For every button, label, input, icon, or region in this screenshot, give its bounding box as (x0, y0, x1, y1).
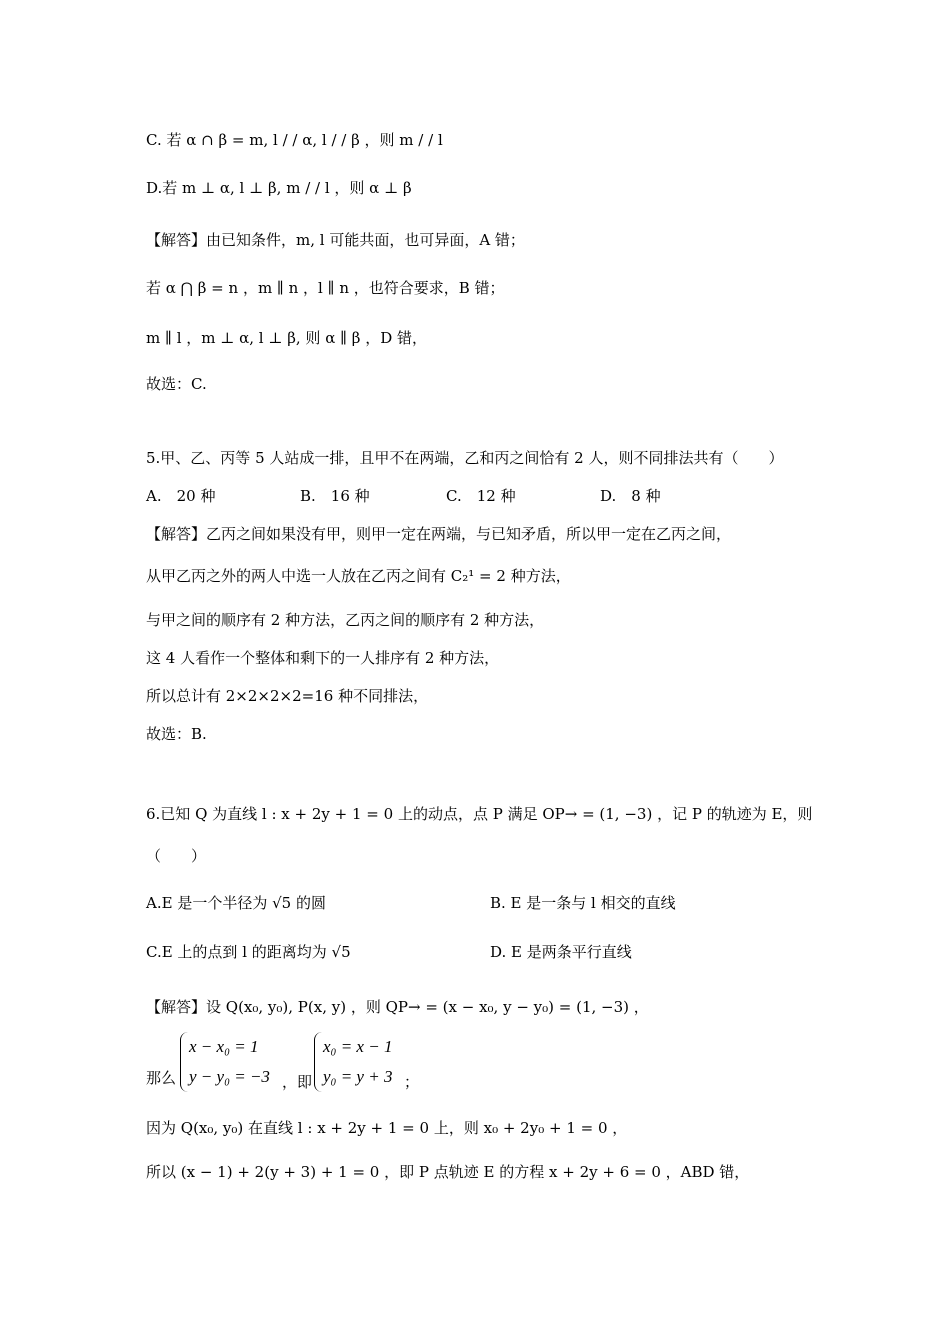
q6-option-c: C.E 上的点到 l 的距离均为 √5 (146, 943, 351, 961)
q4-option-d: D.若 m ⊥ α, l ⊥ β, m / / l ，则 α ⊥ β (146, 179, 412, 197)
q5-option-d: D. 8 种 (600, 487, 661, 505)
q6-option-b: B. E 是一条与 l 相交的直线 (490, 894, 676, 912)
q6-system-label-namo: 那么 (146, 1069, 177, 1087)
q6-solution-line-1: 【解答】设 Q(x₀, y₀), P(x, y) ，则 QP→ = (x − x₀, y − y₀) = (1, −3) ， (146, 998, 649, 1016)
q5-solution-line-4: 这 4 人看作一个整体和剩下的一人排序有 2 种方法， (146, 649, 500, 667)
q5-option-b: B. 16 种 (300, 487, 370, 505)
q5-option-a: A. 20 种 (146, 487, 216, 505)
q6-paren: （ ） (146, 847, 207, 865)
q4-solution-line-4: 故选：C. (146, 375, 207, 393)
q4-solution-line-3: m ∥ l ，m ⊥ α, l ⊥ β, 则 α ∥ β ，D 错， (146, 329, 428, 347)
q6-system-2 (314, 1032, 392, 1092)
q5-solution-line-3: 与甲之间的顺序有 2 种方法，乙丙之间的顺序有 2 种方法， (146, 611, 545, 629)
q6-system-1-eq-b: y − y₀ = −3 (189, 1067, 270, 1086)
q6-system-2-eq-a: x₀ = x − 1 (323, 1037, 393, 1056)
q6-system-2-eq-b: y₀ = y + 3 (323, 1067, 393, 1086)
q6-system-semicolon: ； (404, 1073, 420, 1091)
q6-stem: 6.已知 Q 为直线 l : x + 2y + 1 = 0 上的动点，点 P 满足 OP→ = (1, −3) ，记 P 的轨迹为 E，则 (146, 805, 813, 823)
q5-solution-line-6: 故选：B. (146, 725, 207, 743)
q6-system-1-eq-a: x − x₀ = 1 (189, 1037, 259, 1056)
q6-option-a: A.E 是一个半径为 √5 的圆 (146, 894, 326, 912)
q5-option-c: C. 12 种 (446, 487, 516, 505)
q6-system-1 (180, 1032, 270, 1092)
q5-stem: 5.甲、乙、丙等 5 人站成一排，且甲不在两端，乙和丙之间恰有 2 人，则不同排法共有（ ） (146, 449, 784, 467)
q6-option-d: D. E 是两条平行直线 (490, 943, 632, 961)
q5-solution-line-1: 【解答】乙丙之间如果没有甲，则甲一定在两端，与已知矛盾，所以甲一定在乙丙之间， (146, 525, 732, 543)
q6-solution-line-4: 所以 (x − 1) + 2(y + 3) + 1 = 0 ，即 P 点轨迹 E 的方程 x + 2y + 6 = 0 ，ABD 错， (146, 1163, 750, 1181)
q4-solution-line-2: 若 α ⋂ β = n ，m ∥ n ，l ∥ n ，也符合要求，B 错； (146, 279, 505, 297)
q6-solution-line-3: 因为 Q(x₀, y₀) 在直线 l : x + 2y + 1 = 0 上，则 x₀ + 2y₀ + 1 = 0 ， (146, 1119, 628, 1137)
q6-system-label-ji: ，即 (282, 1073, 313, 1091)
q5-solution-line-5: 所以总计有 2×2×2×2=16 种不同排法， (146, 687, 429, 705)
q5-solution-line-2: 从甲乙丙之外的两人中选一人放在乙丙之间有 C₂¹ = 2 种方法， (146, 567, 571, 585)
q4-solution-line-1: 【解答】由已知条件，m, l 可能共面，也可异面，A 错； (146, 231, 525, 249)
q4-option-c: C. 若 α ∩ β = m, l / / α, l / / β ，则 m / / l (146, 131, 443, 149)
